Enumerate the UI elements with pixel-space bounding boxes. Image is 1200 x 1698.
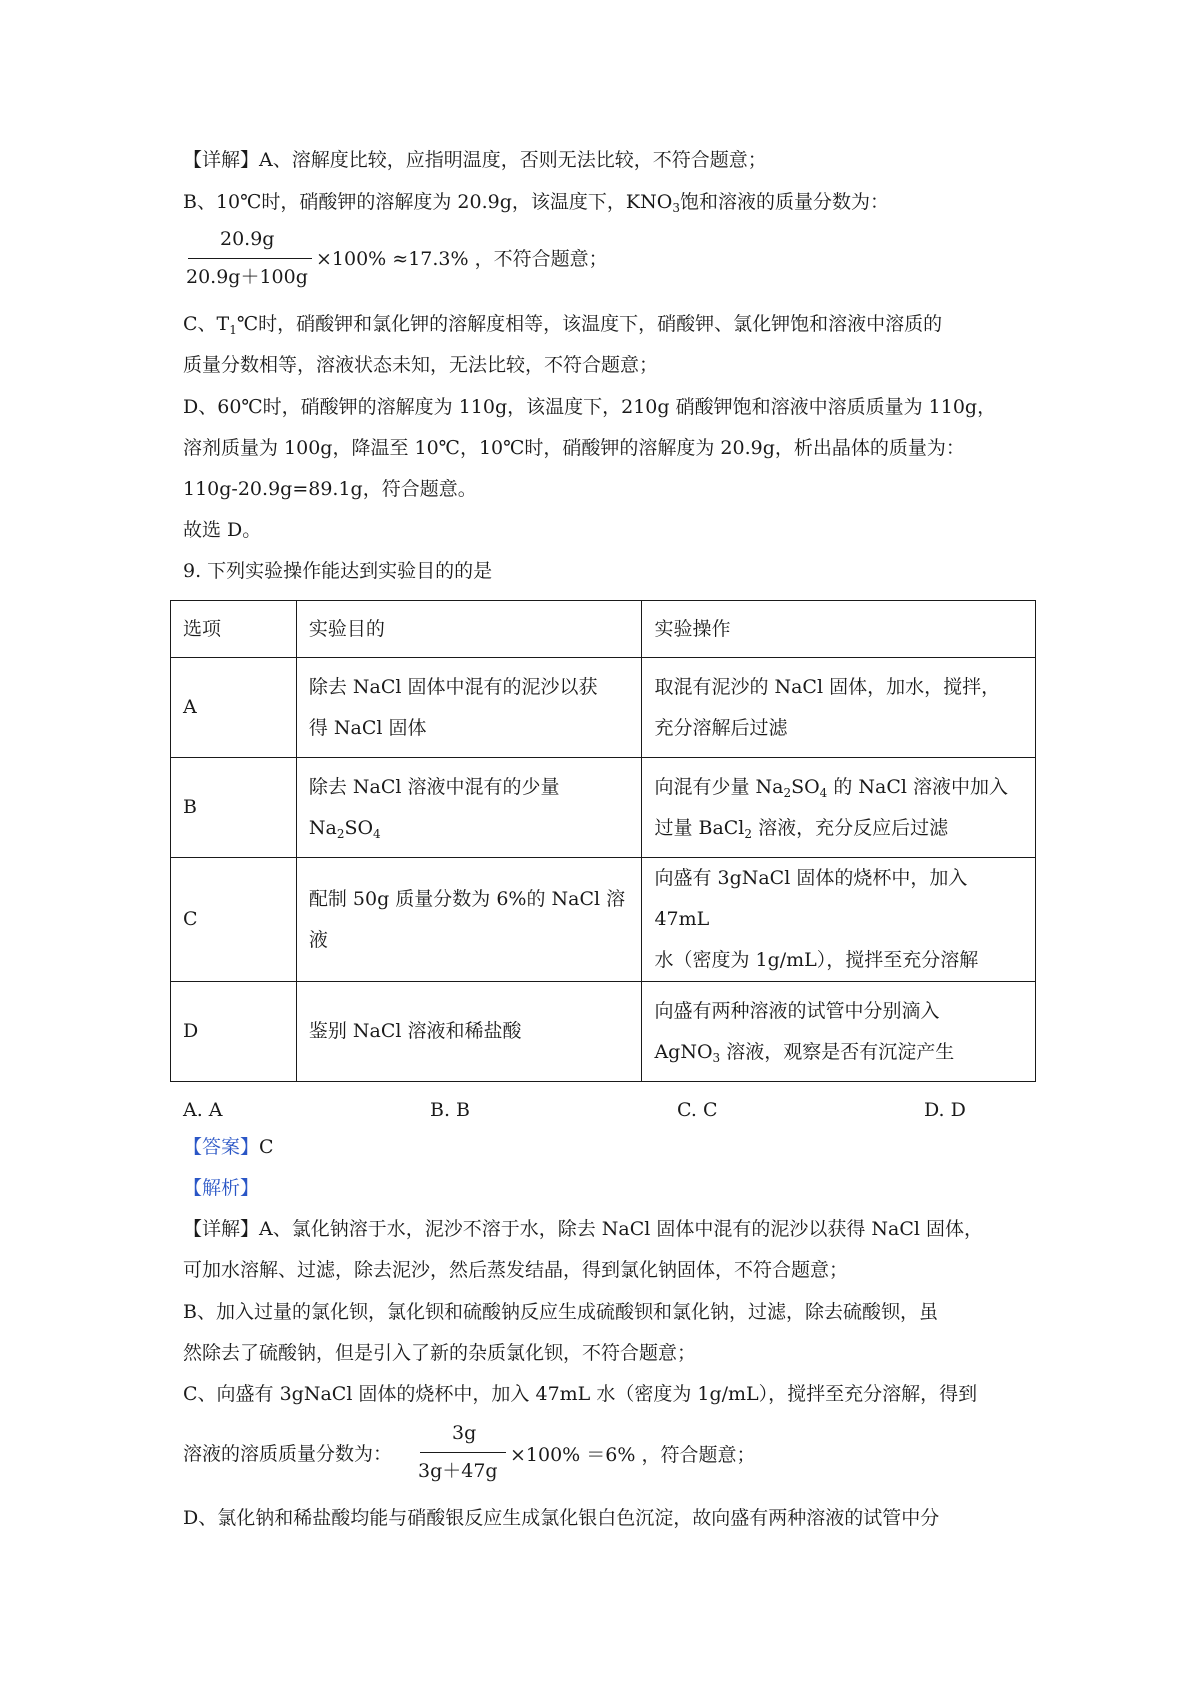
answer-line xyxy=(183,1133,274,1161)
detail2-b-line2: 然除去了硫酸钠，但是引入了新的杂质氯化钡，不符合题意； xyxy=(183,1342,697,1364)
detail2-a-line2: 可加水溶解、过滤，除去泥沙，然后蒸发结晶，得到氯化钠固体，不符合题意； xyxy=(183,1259,849,1281)
detail-tag: 【详解】 xyxy=(183,1218,260,1240)
table-row xyxy=(171,658,1036,758)
choice-d: D. D xyxy=(924,1099,966,1121)
detail-b-line: B、10℃时，硝酸钾的溶解度为 20.9g，该温度下，$KNO_3$饱和溶液的质量分数为： xyxy=(183,191,889,215)
detail2-c-line2: 溶液的溶质质量分数为： xyxy=(183,1443,393,1465)
row-goal: 除去 NaCl 溶液中混有的少量 $Na_2SO_4$ xyxy=(296,758,642,858)
detail-c-line1: C、$T_1℃$时，硝酸钾和氯化钾的溶解度相等，该温度下，硝酸钾、氯化钾饱和溶液中溶质的 xyxy=(183,313,943,337)
detail2-d-line1: D、氯化钠和稀盐酸均能与硝酸银反应生成氯化银白色沉淀，故向盛有两种溶液的试管中分 xyxy=(183,1507,940,1529)
detail2-c-line1: C、向盛有 3gNaCl 固体的烧杯中，加入 47mL 水（密度为 1g/mL），搅拌至充分溶解，得到 xyxy=(183,1383,978,1405)
choice-b: B. B xyxy=(430,1099,471,1121)
header-operation: 实验操作 xyxy=(642,601,1036,658)
detail2-a-line1: 【详解】A、氯化钠溶于水，泥沙不溶于水，除去 NaCl 固体中混有的泥沙以获得 NaCl 固体， xyxy=(183,1218,984,1240)
conclusion: 故选 D。 xyxy=(183,519,262,541)
row-operation: 向混有少量 $Na_2SO_4$ 的 NaCl 溶液中加入 过量 BaCl$_2$ 溶液，充分反应后过滤 xyxy=(642,758,1036,858)
row-option: C xyxy=(171,858,297,982)
row-goal: 除去 NaCl 固体中混有的泥沙以获 得 NaCl 固体 xyxy=(296,658,642,758)
row-operation: 取混有泥沙的 NaCl 固体，加水，搅拌， 充分溶解后过滤 xyxy=(642,658,1036,758)
experiment-table xyxy=(170,600,1036,1082)
answer-value: C xyxy=(259,1136,274,1158)
table-row xyxy=(171,858,1036,982)
detail-d-line1: D、60℃时，硝酸钾的溶解度为 110g，该温度下，210g 硝酸钾饱和溶液中溶质质量为 110g， xyxy=(183,396,997,418)
question-stem: 9. 下列实验操作能达到实验目的的是 xyxy=(183,560,493,582)
choice-a: A. A xyxy=(183,1099,223,1121)
detail-tag: 【详解】 xyxy=(183,149,260,171)
detail-c-line2: 质量分数相等，溶液状态未知，无法比较，不符合题意； xyxy=(183,354,659,376)
detail-d-line3: 110g-20.9g=89.1g，符合题意。 xyxy=(183,478,477,500)
row-option: D xyxy=(171,982,297,1082)
fraction-bar xyxy=(420,1452,506,1453)
row-option: A xyxy=(171,658,297,758)
fraction-kno3: 20.9g 20.9g＋100g ×100% ≈17.3% ，不符合题意； xyxy=(186,228,608,288)
analysis-tag: 【解析】 xyxy=(183,1177,260,1199)
choice-c: C. C xyxy=(677,1099,718,1121)
detail-d-line2: 溶剂质量为 100g，降温至 10℃，10℃时，硝酸钾的溶解度为 20.9g，析出晶体的质量为： xyxy=(183,437,965,459)
row-operation: 向盛有 3gNaCl 固体的烧杯中，加入 47mL 水（密度为 1g/mL），搅拌至充分溶解 xyxy=(642,858,1036,982)
header-option: 选项 xyxy=(171,601,297,658)
table-header-row xyxy=(171,601,1036,658)
detail-a-line: 【详解】A、溶解度比较，应指明温度，否则无法比较，不符合题意； xyxy=(183,149,767,171)
row-goal: 鉴别 NaCl 溶液和稀盐酸 xyxy=(296,982,642,1082)
table-row xyxy=(171,758,1036,858)
header-goal: 实验目的 xyxy=(296,601,642,658)
row-option: B xyxy=(171,758,297,858)
fraction-nacl: 3g 3g＋47g ×100% ＝6% ，符合题意； xyxy=(418,1422,756,1482)
fraction-bar xyxy=(188,258,312,259)
table-row xyxy=(171,982,1036,1082)
answer-tag: 【答案】 xyxy=(183,1136,260,1158)
detail2-b-line1: B、加入过量的氯化钡，氯化钡和硫酸钠反应生成硫酸钡和氯化钠，过滤，除去硫酸钡，虽 xyxy=(183,1301,938,1323)
row-goal: 配制 50g 质量分数为 6%的 NaCl 溶 液 xyxy=(296,858,642,982)
row-operation: 向盛有两种溶液的试管中分别滴入 AgNO$_3$ 溶液，观察是否有沉淀产生 xyxy=(642,982,1036,1082)
